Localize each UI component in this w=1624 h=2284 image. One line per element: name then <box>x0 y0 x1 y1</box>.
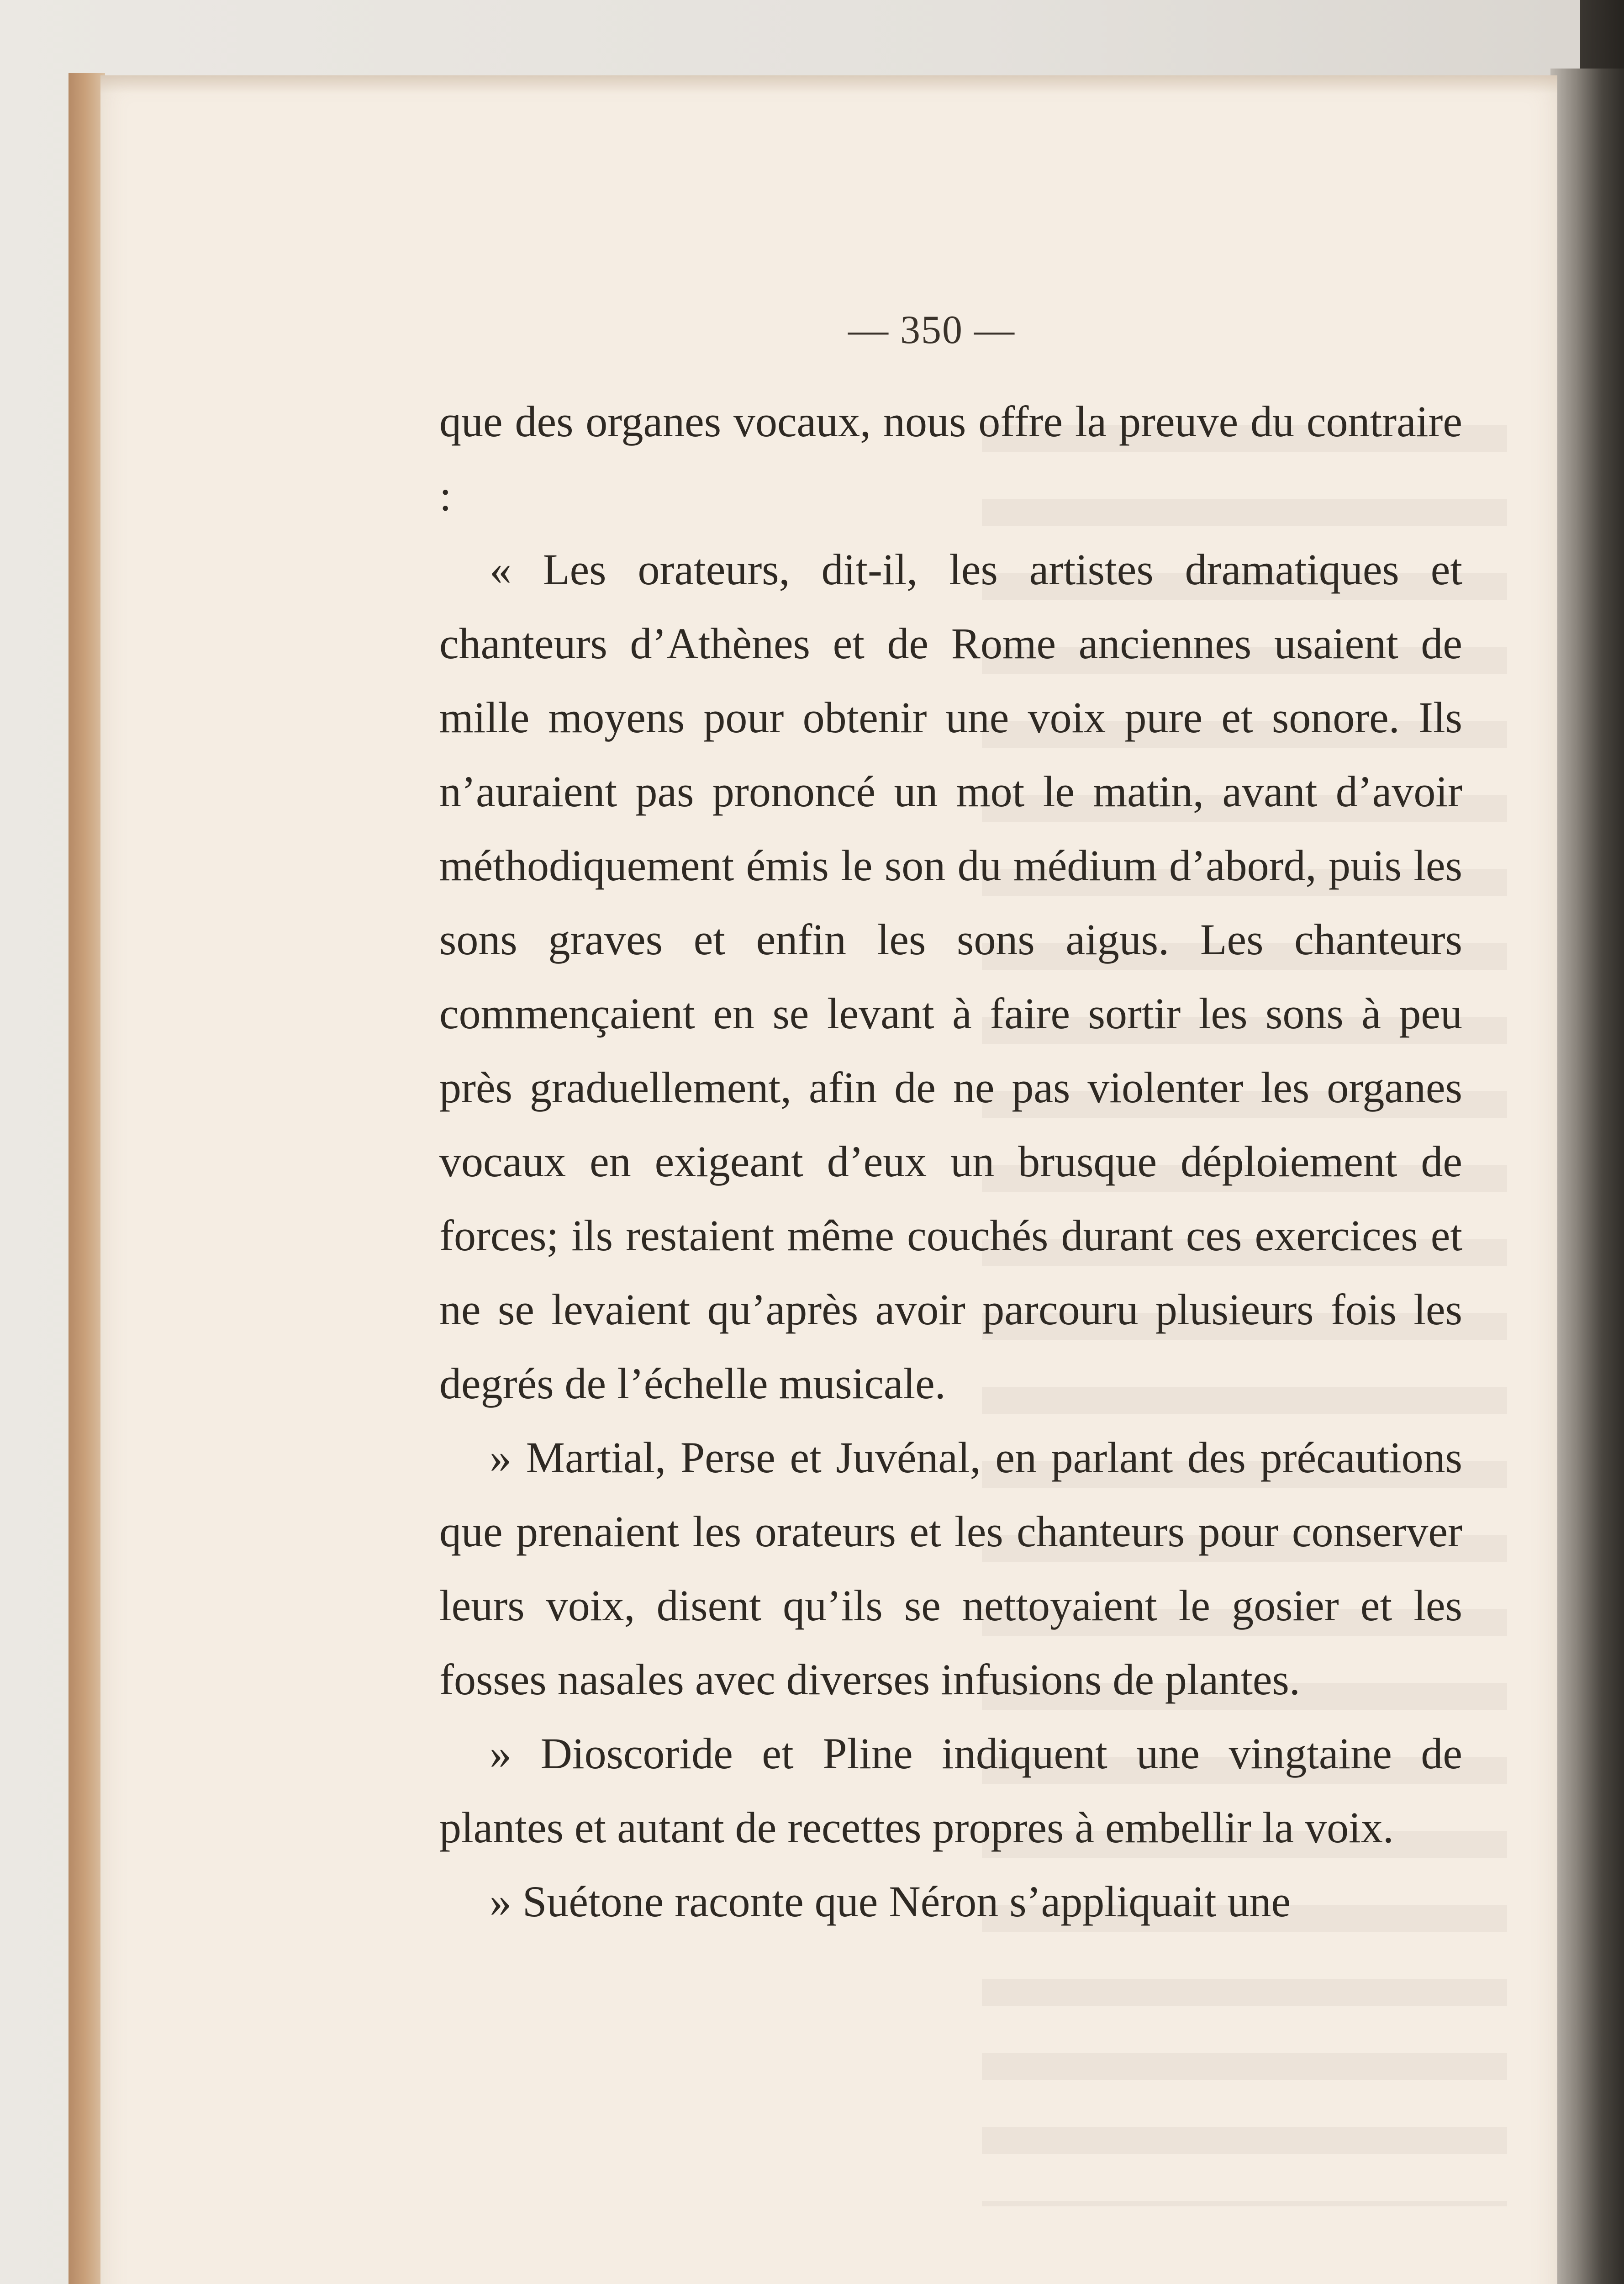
paragraph: » Dioscoride et Pline indiquent une vingtaine de plantes et autant de recettes propres à embellir la voix. <box>439 1729 1462 1852</box>
paragraph: « Les orateurs, dit-il, les artistes dramatiques et chanteurs d’Athènes et de Rome anciennes usaient de mille moyens pour obtenir une voix pure et sonore. Ils n’auraient pas prononcé un mot le matin, avant d’avoir méthodiquement émis le son du médium d’abord, puis les sons graves et enfin les sons aigus. Les chanteurs commençaient en se levant à faire sortir les sons à peu près graduellement, afin de ne pas violenter les organes vocaux en exigeant d’eux un brusque déploiement de forces; ils restaient même couchés durant ces exercices et ne se levaient qu’après avoir parcouru plusieurs fois les degrés de l’échelle musicale. <box>439 545 1462 1408</box>
page-number: — 350 — <box>848 308 1015 352</box>
paragraph: » Martial, Perse et Juvénal, en parlant des précautions que prenaient les orateurs et les chanteurs pour conserver leurs voix, disent qu’ils se nettoyaient le gosier et les fosses nasales avec diverses infusions de plantes. <box>439 1433 1462 1704</box>
paragraph: » Suétone raconte que Néron s’appliquait une <box>490 1877 1291 1926</box>
body-text <box>439 385 1462 1939</box>
page-shadow-top <box>100 75 1557 94</box>
paragraph: que des organes vocaux, nous offre la preuve du contraire : <box>439 397 1462 520</box>
book-spine-edge <box>1550 69 1624 2284</box>
book-page-edge <box>69 73 105 2284</box>
